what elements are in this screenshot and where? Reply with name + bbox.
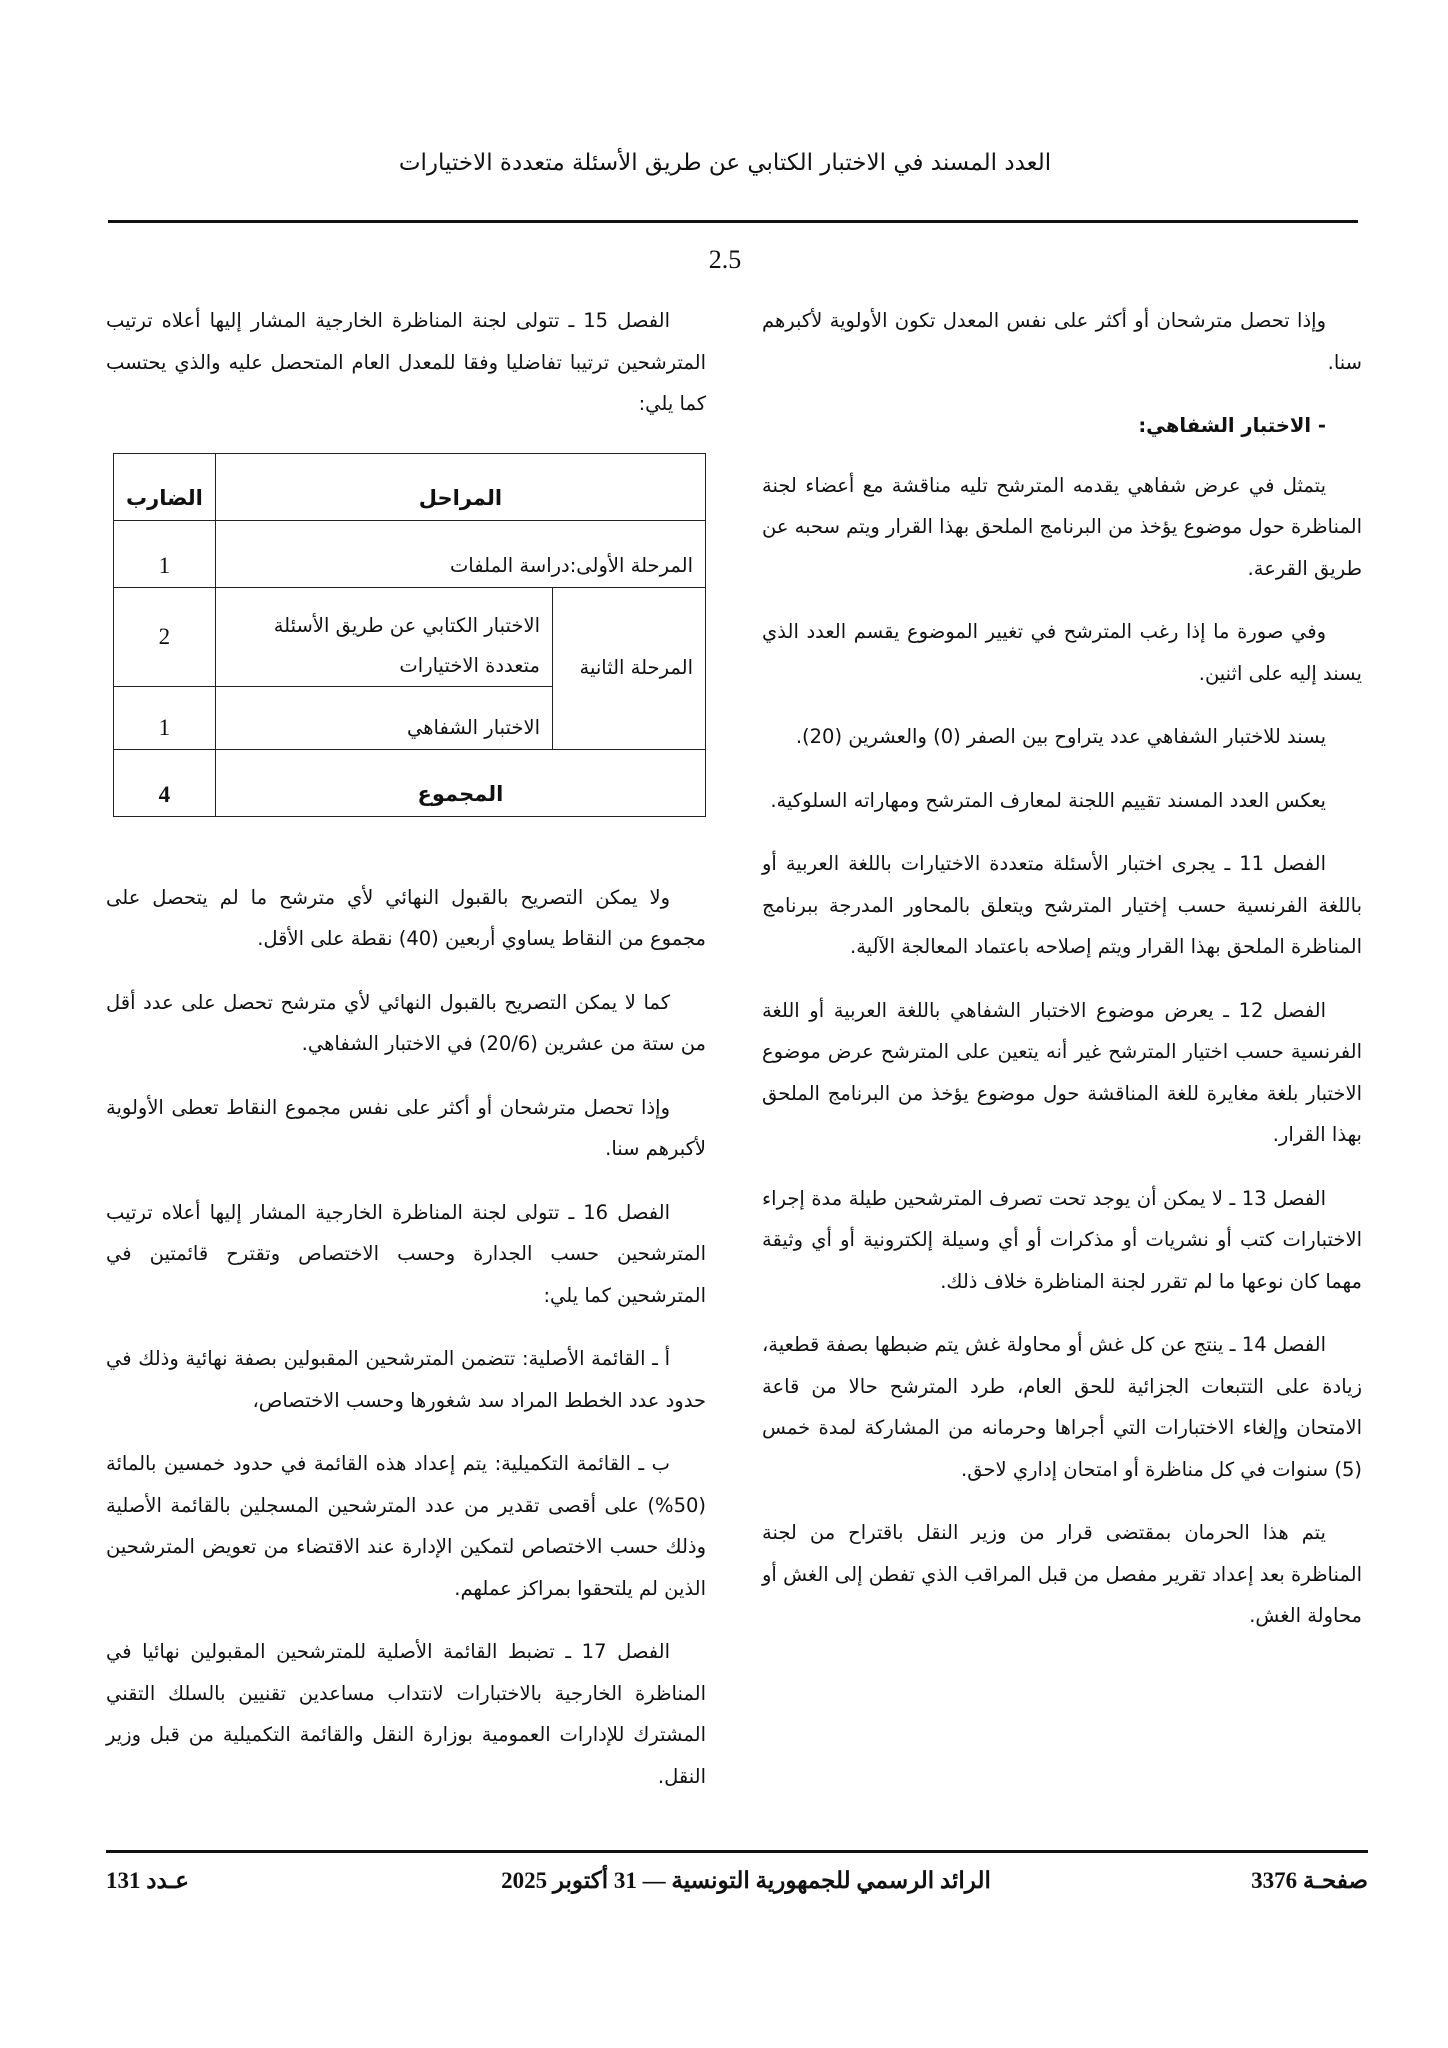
- stage1-label: المرحلة الأولى:دراسة الملفات: [215, 520, 705, 587]
- paragraph: ولا يمكن التصريح بالقبول النهائي لأي مترشح ما لم يتحصل على مجموع من النقاط يساوي أربعين (40) نقطة على الأقل.: [106, 885, 706, 950]
- paragraph: وإذا تحصل مترشحان أو أكثر على نفس مجموع النقاط تعطى الأولوية لأكبرهم سنا.: [106, 1095, 706, 1160]
- paragraph: وفي صورة ما إذا رغب المترشح في تغيير الموضوع يقسم العدد الذي يسند إليه على اثنين.: [762, 620, 1362, 685]
- article-12: الفصل 12 ـ يعرض موضوع الاختبار الشفاهي باللغة العربية أو اللغة الفرنسية حسب اختيار المترشح غير أنه يتعين على المترشح عرض موضوع الاختبار بلغة مغايرة للغة المناقشة حول موضوع يؤخذ من البرنامج الملحق بهذا القرار.: [762, 998, 1362, 1146]
- paragraph: يتمثل في عرض شفاهي يقدمه المترشح تليه مناقشة مع أعضاء لجنة المناظرة حول موضوع يؤخذ من البرنامج الملحق بهذا القرار ويتم سحبه عن طريق القرعة.: [762, 473, 1362, 580]
- total-coefficient: 4: [114, 749, 216, 816]
- oral-exam-label: الاختبار الشفاهي: [215, 686, 552, 749]
- written-exam-label: الاختبار الكتابي عن طريق الأسئلة متعددة الاختيارات: [215, 587, 552, 686]
- header-coefficient: الضارب: [114, 453, 216, 520]
- paragraph: يتم هذا الحرمان بمقتضى قرار من وزير النقل باقتراح من لجنة المناظرة بعد إعداد تقرير مفصل من قبل المراقب الذي تفطن إلى الغش أو محاولة الغش.: [762, 1521, 1362, 1627]
- right-column: [762, 300, 1362, 1659]
- article-11: الفصل 11 ـ يجرى اختبار الأسئلة متعددة الاختيارات باللغة العربية أو باللغة الفرنسية حسب إختيار المترشح ويتعلق بالمحاور المدرجة ببرنامج المناظرة الملحق بهذا القرار ويتم إصلاحه باعتماد المعالجة الآلية.: [762, 852, 1362, 958]
- section-number: 2.5: [708, 245, 742, 274]
- page-number: صفحـة 3376: [1251, 1868, 1368, 1893]
- article-17: الفصل 17 ـ تضبط القائمة الأصلية للمترشحين المقبولين نهائيا في المناظرة الخارجية بالاختبارات لانتداب مساعدين تقنيين بالسلك التقني المشترك للإدارات العمومية بوزارة النقل والقائمة التكميلية من قبل وزير النقل.: [106, 1640, 706, 1788]
- table-total-row: [114, 749, 706, 816]
- paragraph: كما لا يمكن التصريح بالقبول النهائي لأي مترشح تحصل على عدد أقل من ستة من عشرين (20/6) في الاختبار الشفاهي.: [106, 990, 706, 1055]
- footer-divider: [106, 1850, 1368, 1853]
- section-heading-oral-exam: - الاختبار الشفاهي:: [1138, 414, 1326, 437]
- total-label: المجموع: [215, 749, 705, 816]
- article-13: الفصل 13 ـ لا يمكن أن يوجد تحت تصرف المترشحين طيلة مدة إجراء الاختبارات كتب أو نشريات أو مذكرات أو أي وسيلة إلكترونية أو أي وثيقة مهما كان نوعها ما لم تقرر لجنة المناظرة خلاف ذلك.: [762, 1186, 1362, 1293]
- issue-number: عـدد 131: [106, 1868, 190, 1893]
- oral-exam-coefficient: 1: [114, 686, 216, 749]
- table-header-row: [114, 453, 706, 520]
- left-column: [106, 300, 706, 1819]
- paragraph: يعكس العدد المسند تقييم اللجنة لمعارف المترشح ومهاراته السلوكية.: [770, 788, 1326, 812]
- article-14: الفصل 14 ـ ينتج عن كل غش أو محاولة غش يتم ضبطها بصفة قطعية، زيادة على التتبعات الجزائية للحق العام، طرد المترشح حالا من قاعة الامتحان وإلغاء الاختبارات التي أجراها وحرمانه من المشاركة لمدة خمس (5) سنوات في كل مناظرة أو امتحان إداري لاحق.: [762, 1333, 1362, 1481]
- stage2-label: المرحلة الثانية: [553, 587, 706, 749]
- list-item-complementary-list: ب ـ القائمة التكميلية: يتم إعداد هذه القائمة في حدود خمسين بالمائة (50%) على أقصى تقدير من عدد المترشحين المسجلين بالقائمة الأصلية وذلك حسب الاختصاص لتمكين الإدارة عند الاقتضاء من تعويض المترشحين الذين لم يلتحقوا بمراكز عملهم.: [106, 1452, 706, 1600]
- page-footer: [106, 1868, 1368, 1904]
- written-exam-coefficient: 2: [114, 587, 216, 686]
- journal-title-date: الرائد الرسمي للجمهورية التونسية — 31 أكتوبر 2025: [501, 1868, 991, 1893]
- page-header-title: العدد المسند في الاختبار الكتابي عن طريق الأسئلة متعددة الاختيارات: [398, 150, 1052, 176]
- article-16: الفصل 16 ـ تتولى لجنة المناظرة الخارجية المشار إليها أعلاه ترتيب المترشحين حسب الجدارة وحسب الاختصاص وتقترح قائمتين في المترشحين كما يلي:: [106, 1200, 706, 1307]
- header-stages: المراحل: [215, 453, 705, 520]
- list-item-original-list: أ ـ القائمة الأصلية: تتضمن المترشحين المقبولين بصفة نهائية وذلك في حدود عدد الخطط المراد سد شغورها وحسب الاختصاص،: [106, 1347, 706, 1412]
- table-row: [114, 587, 706, 686]
- table-row: [114, 520, 706, 587]
- article-15: الفصل 15 ـ تتولى لجنة المناظرة الخارجية المشار إليها أعلاه ترتيب المترشحين ترتيبا تفاضليا وفقا للمعدل العام المتحصل عليه والذي يحتسب كما يلي:: [106, 309, 706, 415]
- paragraph: يسند للاختبار الشفاهي عدد يتراوح بين الصفر (0) والعشرين (20).: [795, 725, 1326, 748]
- header-divider: [108, 220, 1358, 223]
- paragraph: وإذا تحصل مترشحان أو أكثر على نفس المعدل تكون الأولوية لأكبرهم سنا.: [762, 309, 1362, 374]
- coefficient-table: [113, 453, 706, 817]
- stage1-coefficient: 1: [114, 520, 216, 587]
